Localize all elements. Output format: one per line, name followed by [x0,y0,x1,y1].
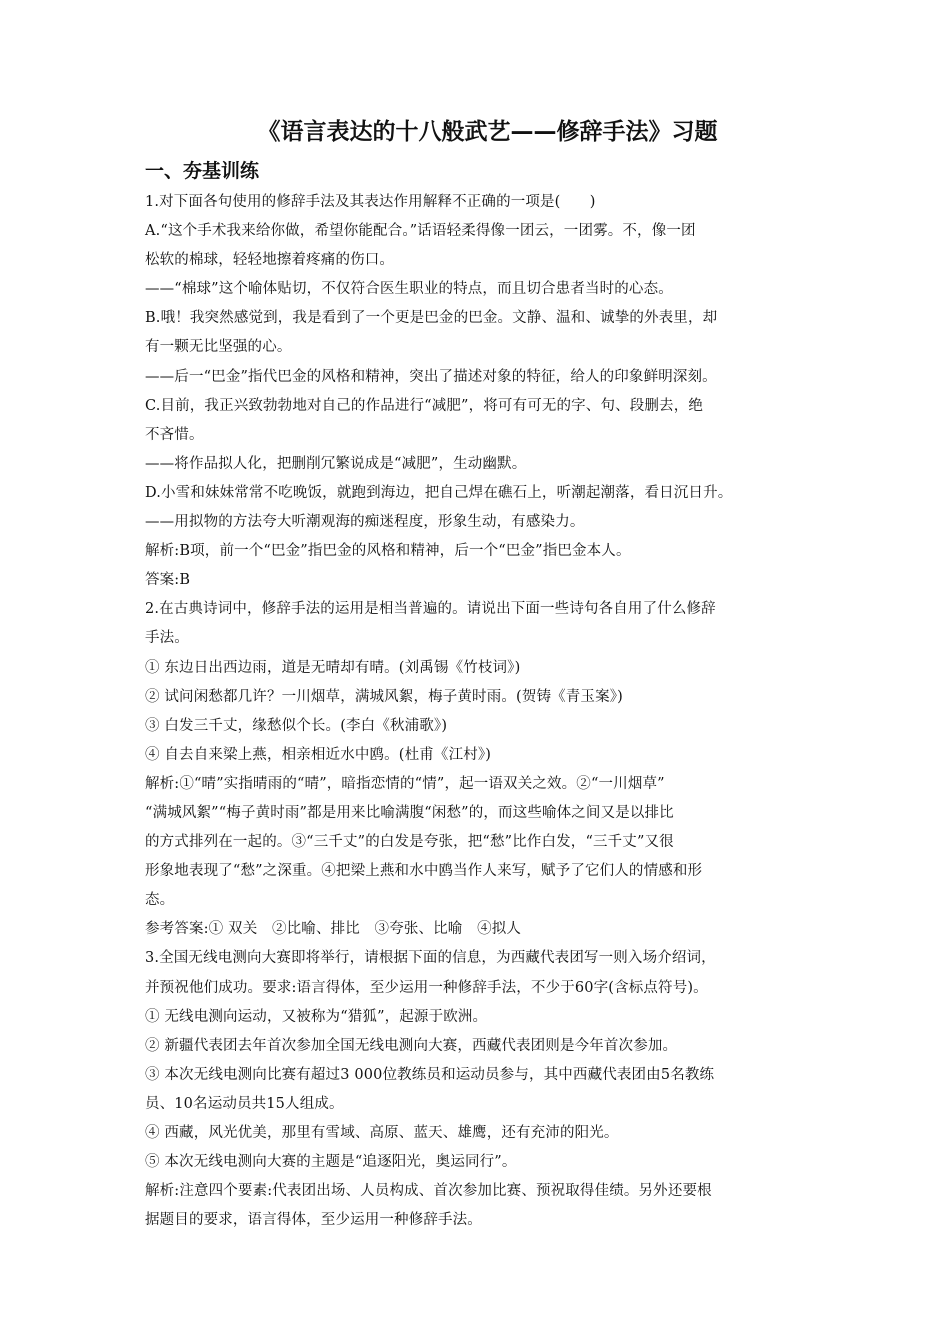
text-line: 答案:B [145,572,191,589]
text-line: ② 试问闲愁都几许？一川烟草，满城风絮，梅子黄时雨。(贺铸《青玉案》) [145,688,623,705]
text-line: ① 无线电测向运动，又被称为“猎狐”，起源于欧洲。 [145,1008,488,1025]
text-line: “满城风絮”“梅子黄时雨”都是用来比喻满腹“闲愁”的，而这些喻体之间又是以排比 [145,804,674,821]
text-line: 手法。 [145,630,189,647]
text-line: 解析:①“晴”实指晴雨的“晴”，暗指恋情的“情”，起一语双关之效。②“一川烟草” [145,775,665,792]
text-line: ① 东边日出西边雨，道是无晴却有晴。(刘禹锡《竹枝词》) [145,659,521,676]
section-heading: 一、夯基训练 [145,160,260,182]
text-line: 据题目的要求，语言得体，至少运用一种修辞手法。 [145,1212,482,1229]
text-line: 态。 [145,892,175,909]
text-line: A.“这个手术我来给你做，希望你能配合。”话语轻柔得像一团云，一团雾。不，像一团 [145,223,696,240]
text-line: 松软的棉球，轻轻地擦着疼痛的伤口。 [145,252,395,269]
text-line: 2.在古典诗词中，修辞手法的运用是相当普遍的。请说出下面一些诗句各自用了什么修辞 [145,601,716,618]
text-line: ② 新疆代表团去年首次参加全国无线电测向大赛，西藏代表团则是今年首次参加。 [145,1037,678,1054]
text-line: ——用拟物的方法夸大听潮观海的痴迷程度，形象生动，有感染力。 [145,514,585,531]
text-line: ——后一“巴金”指代巴金的风格和精神，突出了描述对象的特征，给人的印象鲜明深刻。 [145,368,717,385]
text-line: C.目前，我正兴致勃勃地对自己的作品进行“减肥”，将可有可无的字、句、段删去，绝 [145,397,704,414]
document-body [145,188,830,1235]
text-line: ——“棉球”这个喻体贴切，不仅符合医生职业的特点，而且切合患者当时的心态。 [145,281,673,298]
text-line: 3.全国无线电测向大赛即将举行，请根据下面的信息，为西藏代表团写一则入场介绍词， [145,950,716,967]
text-line: 参考答案:① 双关 ②比喻、排比 ③夸张、比喻 ④拟人 [145,921,522,938]
text-line: D.小雪和妹妹常常不吃晚饭，就跑到海边，把自己焊在礁石上，听潮起潮落，看日沉日升。 [145,484,733,501]
text-line: 解析:注意四个要素:代表团出场、人员构成、首次参加比赛、预祝取得佳绩。另外还要根 [145,1183,712,1200]
text-line: B.哦！我突然感觉到，我是看到了一个更是巴金的巴金。文静、温和、诚挚的外表里，却 [145,310,718,327]
text-line: ④ 西藏，风光优美，那里有雪域、高原、蓝天、雄鹰，还有充沛的阳光。 [145,1125,619,1141]
text-line: 员、10名运动员共15人组成。 [145,1095,344,1112]
text-line: 有一颗无比坚强的心。 [145,339,292,356]
text-line: 解析:B项，前一个“巴金”指巴金的风格和精神，后一个“巴金”指巴金本人。 [145,543,631,560]
text-line: ③ 本次无线电测向比赛有超过3 000位教练员和运动员参与，其中西藏代表团由5名教练 [145,1066,715,1083]
text-line: ——将作品拟人化，把删削冗繁说成是“减肥”，生动幽默。 [145,455,527,472]
text-line: 的方式排列在一起的。③“三千丈”的白发是夸张，把“愁”比作白发，“三千丈”又很 [145,834,674,851]
text-line: ⑤ 本次无线电测向大赛的主题是“追逐阳光，奥运同行”。 [145,1154,517,1171]
text-line: 并预祝他们成功。要求:语言得体，至少运用一种修辞手法，不少于60字(含标点符号)。 [145,979,708,996]
text-line: 形象地表现了“愁”之深重。④把梁上燕和水中鸥当作人来写，赋予了它们人的情感和形 [145,863,703,880]
text-line: 1.对下面各句使用的修辞手法及其表达作用解释不正确的一项是( ) [145,194,596,210]
text-line: ④ 自去自来梁上燕，相亲相近水中鸥。(杜甫《江村》) [145,746,492,763]
text-line: ③ 白发三千丈，缘愁似个长。(李白《秋浦歌》) [145,717,448,734]
document-title: 《语言表达的十八般武艺——修辞手法》习题 [257,119,718,145]
text-line: 不吝惜。 [145,426,204,443]
